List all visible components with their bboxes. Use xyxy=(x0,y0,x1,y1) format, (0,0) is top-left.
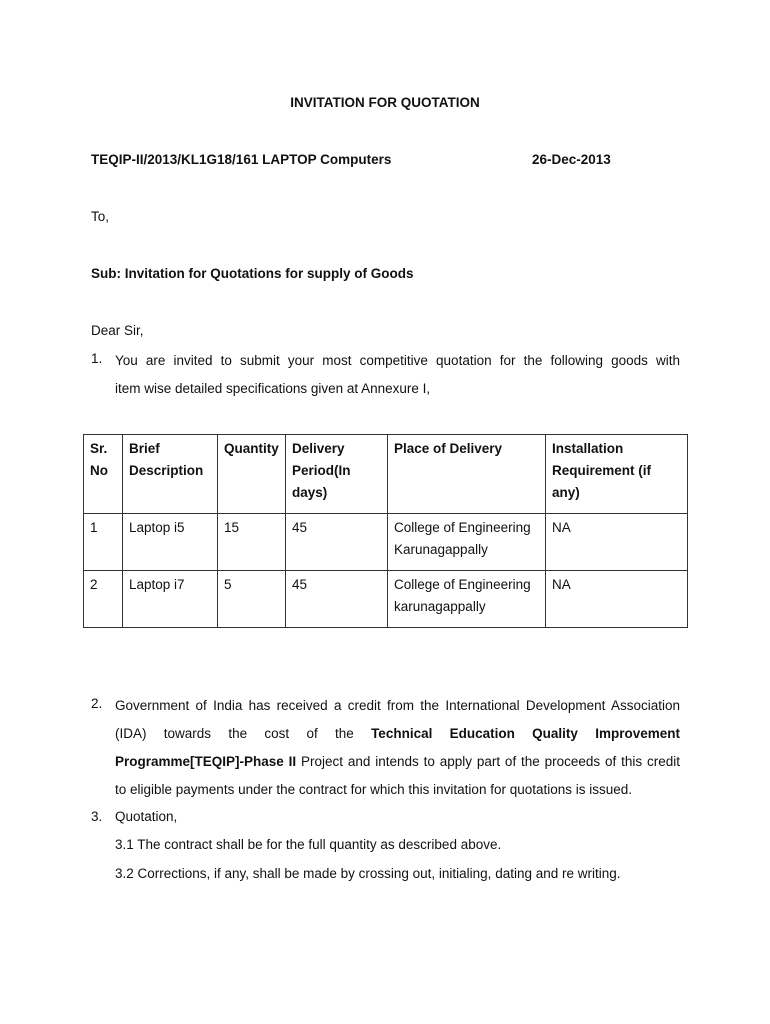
document-date: 26-Dec-2013 xyxy=(532,152,611,167)
item-2-line-3 xyxy=(115,752,680,780)
table-cell: 45 xyxy=(286,571,388,628)
item-3-heading: Quotation, xyxy=(115,809,178,824)
table-cell: NA xyxy=(546,514,688,571)
table-header-row xyxy=(84,435,688,514)
item-1-text xyxy=(115,351,680,407)
table-cell: 15 xyxy=(218,514,286,571)
item-2-number: 2. xyxy=(91,696,103,711)
subject-line: Sub: Invitation for Quotations for supply of Goods xyxy=(91,266,414,281)
item-2-line-4: to eligible payments under the contract for which this invitation for quotations is issued. xyxy=(115,782,633,797)
table-row xyxy=(84,514,688,571)
item-3-2-text: 3.2 Corrections, if any, shall be made by crossing out, initialing, dating and re writing. xyxy=(115,866,621,881)
document-title: INVITATION FOR QUOTATION xyxy=(290,95,480,110)
table-cell: College of Engineering karunagappally xyxy=(388,571,546,628)
table-row xyxy=(84,571,688,628)
item-2-line-2-text: (IDA) towards the cost of the xyxy=(115,726,372,741)
program-name-part-2: Programme[TEQIP]-Phase II xyxy=(115,754,297,769)
column-header: Place of Delivery xyxy=(388,435,546,514)
salutation: Dear Sir, xyxy=(91,323,144,338)
item-1-line-2: item wise detailed specifications given at Annexure I, xyxy=(115,381,431,396)
item-3-number: 3. xyxy=(91,809,103,824)
table-cell: Laptop i7 xyxy=(123,571,218,628)
column-header: Brief Description xyxy=(123,435,218,514)
column-header: Installation Requirement (if any) xyxy=(546,435,688,514)
table-cell: Laptop i5 xyxy=(123,514,218,571)
item-3-1-text: 3.1 The contract shall be for the full quantity as described above. xyxy=(115,837,502,852)
table-cell: 45 xyxy=(286,514,388,571)
item-2-line-2 xyxy=(115,724,680,752)
addressee-line: To, xyxy=(91,209,110,224)
item-1-line-1: You are invited to submit your most competitive quotation for the following goods with xyxy=(115,353,680,368)
reference-number: TEQIP-II/2013/KL1G18/161 LAPTOP Computers xyxy=(91,152,392,167)
item-2-line-3-text: Project and intends to apply part of the proceeds of this credit xyxy=(296,754,680,769)
column-header: Quantity xyxy=(218,435,286,514)
goods-table xyxy=(83,434,688,628)
item-2-line-1: Government of India has received a credit from the International Development Association xyxy=(115,698,680,713)
table-cell: College of Engineering Karunagappally xyxy=(388,514,546,571)
table-cell: 2 xyxy=(84,571,123,628)
program-name-part-1: Technical Education Quality Improvement xyxy=(371,726,680,741)
column-header: Sr. No xyxy=(84,435,123,514)
table-cell: 5 xyxy=(218,571,286,628)
table-cell: NA xyxy=(546,571,688,628)
item-2-text xyxy=(115,696,680,808)
table-cell: 1 xyxy=(84,514,123,571)
item-1-number: 1. xyxy=(91,351,103,366)
column-header: Delivery Period(In days) xyxy=(286,435,388,514)
